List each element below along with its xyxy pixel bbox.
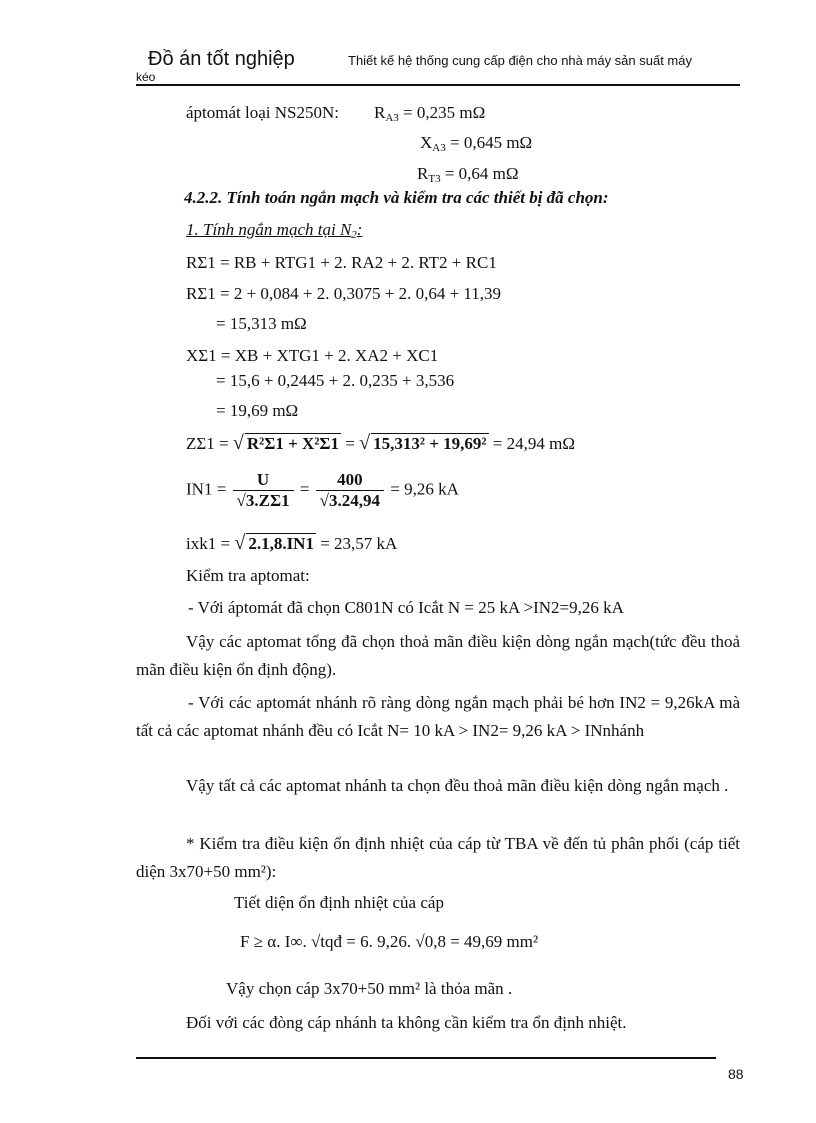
footer-rule bbox=[136, 1057, 716, 1059]
paragraph-2: - Với các aptomát nhánh rõ ràng dòng ngắn mạch phải bé hơn IN2 = 9,26kA mà tất cả các aptomat nhánh đều có Icắt N= 10 kA > IN2= 9,26 kA > INnhánh bbox=[136, 693, 740, 740]
eq-ixk1: ixk1 = √ 2.1,8.IN1 = 23,57 kA bbox=[186, 532, 398, 554]
section-title: 4.2.2. Tính toán ngắn mạch và kiểm tra các thiết bị đã chọn: bbox=[184, 188, 609, 207]
xa3-line: $X_{A3} = 0,645$ mΩ bbox=[420, 133, 533, 154]
paragraph-3: Vậy tất cả các aptomat nhánh ta chọn đều thoả mãn điều kiện dòng ngắn mạch . bbox=[186, 776, 729, 795]
c801-line: - Với áptomát đã chọn C801N có Icắt N = 25 kA >IN2=9,26 kA bbox=[188, 598, 624, 617]
subsection-title: 1. Tính ngắn mạch tại $N_2$: bbox=[186, 220, 363, 241]
breaker-label: áptomát loại NS250N: bbox=[186, 103, 339, 122]
eq-z: ZΣ1 = √ R²Σ1 + X²Σ1 = √ 15,313² + 19,69² = 24,94 mΩ bbox=[186, 432, 575, 454]
check-heading: Kiểm tra aptomat: bbox=[186, 566, 310, 585]
eq-r3: = 15,313 mΩ bbox=[216, 314, 307, 333]
eq-x2: = 15,6 + 0,2445 + 2. 0,235 + 3,536 bbox=[216, 371, 455, 390]
eq-x3: = 19,69 mΩ bbox=[216, 401, 299, 420]
ra3-line: $R_{A3} = 0,235$ mΩ bbox=[374, 103, 486, 124]
eq-in1: IN1 = $\frac{U}{√3.Z\Sigma 1}$ = $\frac{400}{√3.24,94}$ = 9,26 kA bbox=[186, 470, 459, 510]
header-title: Đồ án tốt nghiệp bbox=[148, 48, 295, 70]
paragraph-1: Vậy các aptomat tổng đã chọn thoả mãn điều kiện dòng ngắn mạch(tức đều thoả mãn điều kiện ổn định động). bbox=[136, 632, 740, 679]
cable-choice: Vậy chọn cáp 3x70+50 mm² là thỏa mãn . bbox=[226, 979, 513, 998]
eq-r2: RΣ1 = 2 + 0,084 + 2. 0,3075 + 2. 0,64 + 11,39 bbox=[186, 284, 502, 303]
page-number: 88 bbox=[728, 1066, 744, 1082]
thermal-heading: Tiết diện ổn định nhiệt của cáp bbox=[234, 893, 444, 912]
header-rule bbox=[136, 84, 740, 86]
eq-r1: RΣ1 = RB + RTG1 + 2. RA2 + 2. RT2 + RC1 bbox=[186, 253, 497, 272]
rt3-line: $R_{T3} = 0,64$ mΩ bbox=[417, 164, 519, 185]
header-continuation: kéo bbox=[136, 70, 156, 84]
branch-note: Đối với các đòng cáp nhánh ta không cần kiểm tra ổn định nhiệt. bbox=[186, 1013, 627, 1032]
thermal-equation: F ≥ α. I∞. √tqđ = 6. 9,26. √0,8 = 49,69 mm² bbox=[240, 932, 539, 951]
paragraph-4: * Kiểm tra điều kiện ổn định nhiệt của cáp từ TBA về đến tủ phân phối (cáp tiết diện 3x70+50 mm²): bbox=[136, 834, 740, 881]
header-subtitle: Thiết kế hệ thống cung cấp điện cho nhà máy sản suất máy bbox=[348, 53, 692, 68]
eq-x1: XΣ1 = XB + XTG1 + 2. XA2 + XC1 bbox=[186, 346, 439, 365]
